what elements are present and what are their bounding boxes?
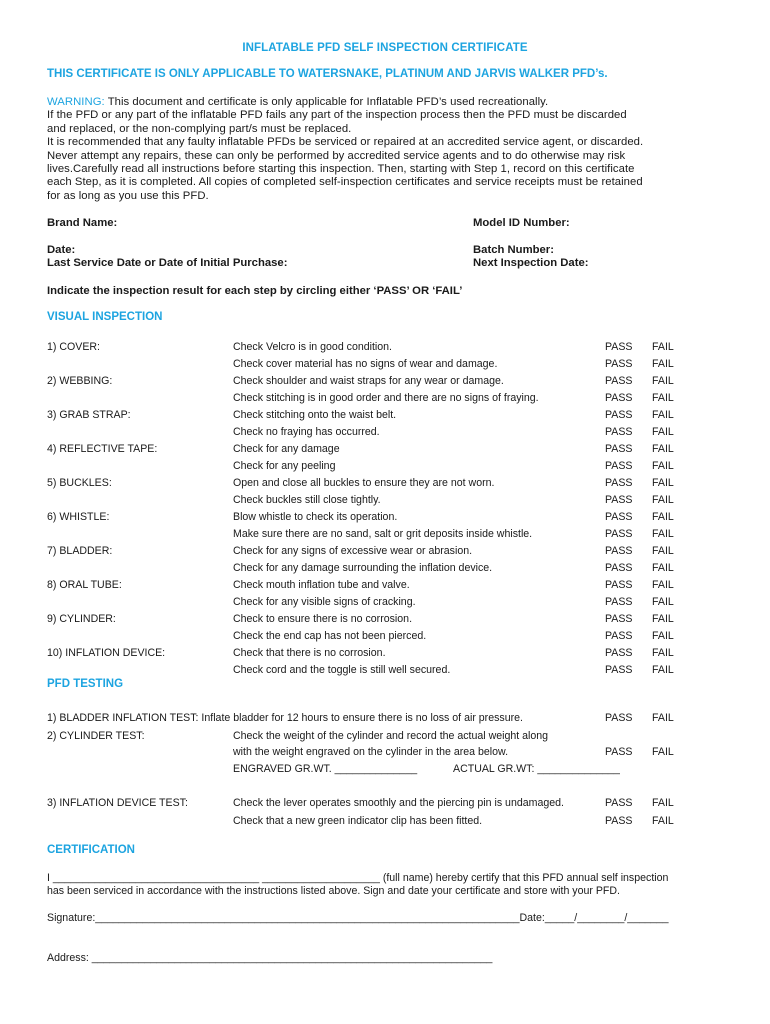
inspection-check: Check no fraying has occurred. xyxy=(233,426,380,438)
inspection-check: Check for any visible signs of cracking. xyxy=(233,596,416,608)
pass-option[interactable]: PASS xyxy=(605,460,633,472)
actual-weight-field[interactable]: ACTUAL GR.WT: ______________ xyxy=(453,763,620,775)
inflation-test-check: Check the lever operates smoothly and the piercing pin is undamaged. xyxy=(233,797,564,809)
visual-inspection-heading: VISUAL INSPECTION xyxy=(47,311,163,323)
fail-option[interactable]: FAIL xyxy=(652,545,674,557)
inspection-check: Check the end cap has not been pierced. xyxy=(233,630,427,642)
inspection-check: Check for any peeling xyxy=(233,460,336,472)
fail-option[interactable]: FAIL xyxy=(652,528,674,540)
fail-option[interactable]: FAIL xyxy=(652,460,674,472)
pass-option[interactable]: PASS xyxy=(605,613,633,625)
fail-option[interactable]: FAIL xyxy=(652,579,674,591)
paragraph-line: If the PFD or any part of the inflatable PFD fails any part of the inspection process then the PFD must be discarded xyxy=(47,109,627,122)
signature-date-field[interactable]: Signature:________________________________________________________________________Date:_____/________/_______ xyxy=(47,912,669,924)
cylinder-test-check: Check the weight of the cylinder and record the actual weight along xyxy=(233,730,549,742)
fail-option[interactable]: FAIL xyxy=(652,630,674,642)
inspection-check: Check for any signs of excessive wear or abrasion. xyxy=(233,545,473,557)
inspection-item-label: 10) INFLATION DEVICE: xyxy=(47,647,166,659)
brand-name-field[interactable]: Brand Name: xyxy=(47,217,118,229)
inspection-check: Make sure there are no sand, salt or grit deposits inside whistle. xyxy=(233,528,533,540)
paragraph-line: for as long as you use this PFD. xyxy=(47,189,209,202)
address-field[interactable]: Address: ____________________________________________________________________ xyxy=(47,952,493,964)
fail-option[interactable]: FAIL xyxy=(652,426,674,438)
certification-statement-cont: has been serviced in accordance with the instructions listed above. Sign and date your certificate and store with your PFD. xyxy=(47,885,620,897)
pass-option[interactable]: PASS xyxy=(605,664,633,676)
inspection-item-label: 8) ORAL TUBE: xyxy=(47,579,122,591)
fail-option[interactable]: FAIL xyxy=(652,477,674,489)
pass-option[interactable]: PASS xyxy=(605,545,633,557)
fail-option[interactable]: FAIL xyxy=(652,746,674,758)
batch-number-field[interactable]: Batch Number: xyxy=(473,244,554,256)
inspection-check: Check cover material has no signs of wear and damage. xyxy=(233,358,498,370)
pass-option[interactable]: PASS xyxy=(605,797,633,809)
inspection-check: Check mouth inflation tube and valve. xyxy=(233,579,410,591)
last-service-field[interactable]: Last Service Date or Date of Initial Purchase: xyxy=(47,257,288,269)
bladder-inflation-test: 1) BLADDER INFLATION TEST: Inflate bladder for 12 hours to ensure there is no loss of air pressure. xyxy=(47,712,523,724)
pass-option[interactable]: PASS xyxy=(605,562,633,574)
cylinder-test-label: 2) CYLINDER TEST: xyxy=(47,730,145,742)
fail-option[interactable]: FAIL xyxy=(652,375,674,387)
fail-option[interactable]: FAIL xyxy=(652,815,674,827)
inspection-check: Check Velcro is in good condition. xyxy=(233,341,392,353)
inspection-check: Check cord and the toggle is still well secured. xyxy=(233,664,451,676)
inspection-item-label: 4) REFLECTIVE TAPE: xyxy=(47,443,158,455)
warning-text: This document and certificate is only applicable for Inflatable PFD’s used recreationally. xyxy=(104,96,549,108)
inspection-item-label: 5) BUCKLES: xyxy=(47,477,112,489)
instruction-text: Indicate the inspection result for each step by circling either ‘PASS’ OR ‘FAIL’ xyxy=(47,285,463,297)
pass-option[interactable]: PASS xyxy=(605,647,633,659)
fail-option[interactable]: FAIL xyxy=(652,358,674,370)
warning-paragraph xyxy=(47,96,737,203)
pass-option[interactable]: PASS xyxy=(605,443,633,455)
pass-option[interactable]: PASS xyxy=(605,358,633,370)
applicability-notice: THIS CERTIFICATE IS ONLY APPLICABLE TO WATERSNAKE, PLATINUM AND JARVIS WALKER PFD’s. xyxy=(47,68,608,80)
paragraph-line: and replaced, or the non-complying part/s must be replaced. xyxy=(47,122,352,135)
paragraph-line: lives.Carefully read all instructions before starting this inspection. Then, starting with Step 1, record on this certificate xyxy=(47,163,635,176)
fail-option[interactable]: FAIL xyxy=(652,409,674,421)
pass-option[interactable]: PASS xyxy=(605,477,633,489)
fail-option[interactable]: FAIL xyxy=(652,797,674,809)
fail-option[interactable]: FAIL xyxy=(652,341,674,353)
fail-option[interactable]: FAIL xyxy=(652,443,674,455)
inspection-check: Check to ensure there is no corrosion. xyxy=(233,613,413,625)
pass-option[interactable]: PASS xyxy=(605,746,633,758)
engraved-weight-field[interactable]: ENGRAVED GR.WT. ______________ xyxy=(233,763,418,775)
fail-option[interactable]: FAIL xyxy=(652,494,674,506)
fail-option[interactable]: FAIL xyxy=(652,664,674,676)
inspection-check: Check that there is no corrosion. xyxy=(233,647,386,659)
fail-option[interactable]: FAIL xyxy=(652,596,674,608)
page-title: INFLATABLE PFD SELF INSPECTION CERTIFICATE xyxy=(242,42,528,54)
inspection-check: Check for any damage surrounding the inflation device. xyxy=(233,562,493,574)
inspection-item-label: 6) WHISTLE: xyxy=(47,511,110,523)
inspection-check: Check stitching is in good order and there are no signs of fraying. xyxy=(233,392,539,404)
inspection-item-label: 2) WEBBING: xyxy=(47,375,113,387)
paragraph-line: Never attempt any repairs, these can only be performed by accredited service agents and to do otherwise may risk xyxy=(47,149,626,162)
pass-option[interactable]: PASS xyxy=(605,630,633,642)
inspection-check: Open and close all buckles to ensure they are not worn. xyxy=(233,477,495,489)
pass-option[interactable]: PASS xyxy=(605,375,633,387)
certification-heading: CERTIFICATION xyxy=(47,844,135,856)
paragraph-line: each Step, as it is completed. All copies of completed self-inspection certificates and service receipts must be retained xyxy=(47,176,643,189)
paragraph-line: It is recommended that any faulty inflatable PFDs be serviced or repaired at an accredited service agent, or discarded. xyxy=(47,136,644,149)
pass-option[interactable]: PASS xyxy=(605,341,633,353)
inflation-device-test-label: 3) INFLATION DEVICE TEST: xyxy=(47,797,188,809)
pass-option[interactable]: PASS xyxy=(605,409,633,421)
next-inspection-field[interactable]: Next Inspection Date: xyxy=(473,257,589,269)
fail-option[interactable]: FAIL xyxy=(652,562,674,574)
fail-option[interactable]: FAIL xyxy=(652,647,674,659)
certification-statement[interactable]: I ___________________________________ ____________________ (full name) hereby certify that this PFD annual self inspection xyxy=(47,872,669,884)
fail-option[interactable]: FAIL xyxy=(652,712,674,724)
inspection-check: Check shoulder and waist straps for any wear or damage. xyxy=(233,375,504,387)
inspection-check: Check stitching onto the waist belt. xyxy=(233,409,397,421)
inspection-check: Blow whistle to check its operation. xyxy=(233,511,398,523)
inspection-check: Check for any damage xyxy=(233,443,340,455)
model-id-field[interactable]: Model ID Number: xyxy=(473,217,570,229)
inspection-item-label: 7) BLADDER: xyxy=(47,545,113,557)
inspection-check: Check buckles still close tightly. xyxy=(233,494,381,506)
pass-option[interactable]: PASS xyxy=(605,528,633,540)
pfd-testing-heading: PFD TESTING xyxy=(47,678,124,690)
warning-label: WARNING: xyxy=(47,96,105,108)
inflation-test-check: Check that a new green indicator clip has been fitted. xyxy=(233,815,483,827)
pass-option[interactable]: PASS xyxy=(605,815,633,827)
pass-option[interactable]: PASS xyxy=(605,426,633,438)
pass-option[interactable]: PASS xyxy=(605,494,633,506)
inspection-item-label: 3) GRAB STRAP: xyxy=(47,409,131,421)
cylinder-test-check: with the weight engraved on the cylinder in the area below. xyxy=(233,746,509,758)
fail-option[interactable]: FAIL xyxy=(652,392,674,404)
date-field[interactable]: Date: xyxy=(47,244,76,256)
fail-option[interactable]: FAIL xyxy=(652,613,674,625)
pass-option[interactable]: PASS xyxy=(605,712,633,724)
pass-option[interactable]: PASS xyxy=(605,579,633,591)
pass-option[interactable]: PASS xyxy=(605,511,633,523)
inspection-item-label: 9) CYLINDER: xyxy=(47,613,116,625)
pass-option[interactable]: PASS xyxy=(605,392,633,404)
fail-option[interactable]: FAIL xyxy=(652,511,674,523)
pass-option[interactable]: PASS xyxy=(605,596,633,608)
inspection-item-label: 1) COVER: xyxy=(47,341,100,353)
